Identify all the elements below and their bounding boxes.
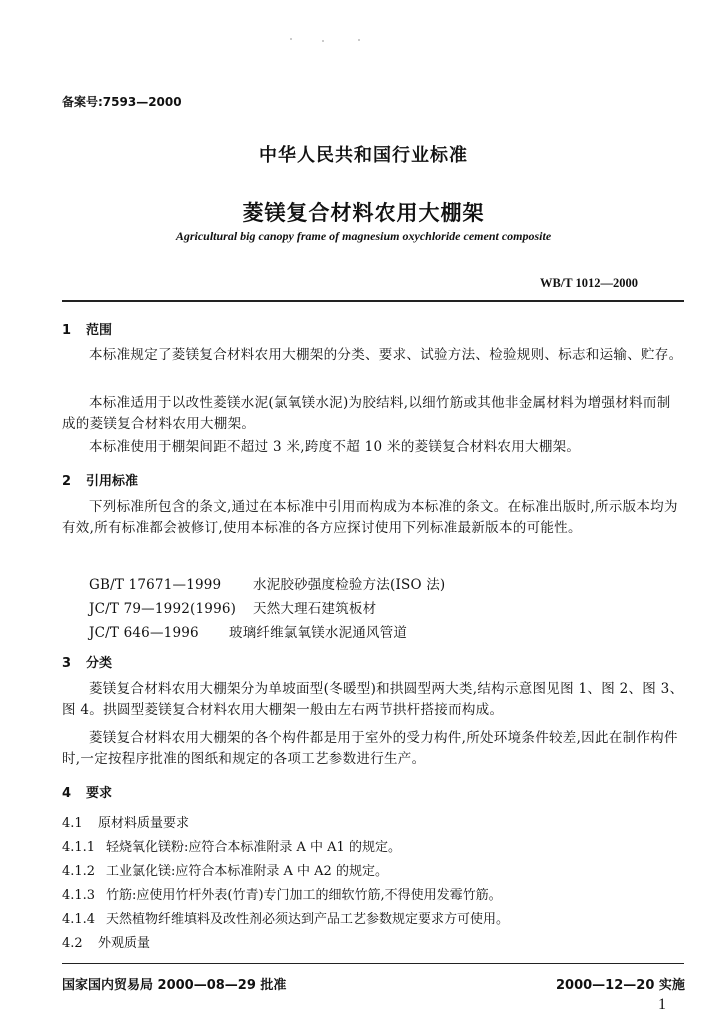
standard-code: WB/T 1012—2000	[540, 276, 639, 290]
reference-name: 水泥胶砂强度检验方法(ISO 法)	[253, 577, 446, 593]
section-1-paragraph-1: 本标准规定了菱镁复合材料农用大棚架的分类、要求、试验方法、检验规则、标志和运输、贮存。	[89, 347, 683, 363]
clause-4-1-2	[62, 860, 388, 879]
clause-text: 原材料质量要求	[98, 816, 190, 831]
clause-text: 竹筋:应使用竹杆外表(竹青)专门加工的细软竹筋,不得使用发霉竹筋。	[106, 888, 502, 903]
section-number: 2	[62, 474, 72, 489]
header-rule	[62, 300, 684, 302]
clause-4-1-4	[62, 908, 509, 927]
record-number: 备案号:7593—2000	[62, 95, 182, 109]
clause-text: 轻烧氧化镁粉:应符合本标准附录 A 中 A1 的规定。	[106, 840, 401, 855]
section-3-paragraph-1: 菱镁复合材料农用大棚架分为单坡面型(冬暖型)和拱圆型两大类,结构示意图见图 1、图 2、图 3、图 4。拱圆型菱镁复合材料农用大棚架一般由左右两节拱杆搭接而构成。	[62, 681, 684, 718]
scan-speck	[322, 40, 324, 42]
section-number: 3	[62, 656, 72, 671]
section-1-heading	[62, 319, 112, 338]
clause-text: 工业氯化镁:应符合本标准附录 A 中 A2 的规定。	[106, 864, 388, 879]
reference-name: 天然大理石建筑板材	[253, 601, 377, 617]
reference-name: 玻璃纤维氯氧镁水泥通风管道	[229, 625, 408, 641]
page-number: 1	[658, 996, 666, 1013]
scan-speck	[290, 38, 292, 40]
reference-item	[89, 621, 407, 641]
scan-speck	[358, 39, 360, 41]
section-3-heading	[62, 652, 112, 671]
section-number: 4	[62, 786, 72, 801]
clause-4-2	[62, 932, 150, 951]
clause-number: 4.2	[62, 936, 83, 951]
clause-text: 天然植物纤维填料及改性剂必须达到产品工艺参数规定要求方可使用。	[106, 912, 510, 927]
clause-number: 4.1	[62, 816, 83, 831]
section-4-heading	[62, 782, 112, 801]
reference-code: JC/T 79—1992(1996)	[89, 601, 237, 617]
effective-date: 2000—12—20 实施	[556, 978, 685, 993]
section-title: 引用标准	[86, 474, 139, 489]
document-title-english: Agricultural big canopy frame of magnesium oxychloride cement composite	[175, 229, 552, 243]
section-title: 要求	[86, 786, 113, 801]
section-3-paragraph-2: 菱镁复合材料农用大棚架的各个构件都是用于室外的受力构件,所处环境条件较差,因此在制作构件时,一定按程序批准的图纸和规定的各项工艺参数进行生产。	[62, 730, 678, 767]
section-number: 1	[62, 323, 72, 338]
clause-number: 4.1.4	[62, 912, 96, 927]
section-title: 分类	[86, 656, 113, 671]
footer-rule	[62, 963, 684, 964]
clause-4-1-1	[62, 836, 401, 855]
clause-number: 4.1.2	[62, 864, 96, 879]
section-title: 范围	[86, 323, 113, 338]
clause-number: 4.1.1	[62, 840, 96, 855]
clause-4-1-3	[62, 884, 502, 903]
reference-code: JC/T 646—1996	[89, 625, 199, 641]
clause-4-1	[62, 812, 189, 831]
standard-category: 中华人民共和国行业标准	[259, 145, 468, 166]
section-2-heading	[62, 470, 138, 489]
section-1-paragraph-2: 本标准适用于以改性菱镁水泥(氯氧镁水泥)为胶结料,以细竹筋或其他非金属材料为增强材料而制成的菱镁复合材料农用大棚架。	[62, 395, 671, 432]
approval-info: 国家国内贸易局 2000—08—29 批准	[62, 978, 287, 993]
document-title: 菱镁复合材料农用大棚架	[242, 201, 485, 225]
reference-item	[89, 573, 445, 593]
clause-text: 外观质量	[98, 936, 151, 951]
reference-code: GB/T 17671—1999	[89, 577, 222, 593]
clause-number: 4.1.3	[62, 888, 96, 903]
section-2-paragraph: 下列标准所包含的条文,通过在本标准中引用而构成为本标准的条文。在标准出版时,所示版本均为有效,所有标准都会被修订,使用本标准的各方应探讨使用下列标准最新版本的可能性。	[62, 499, 678, 536]
reference-item	[89, 597, 376, 617]
section-1-paragraph-3: 本标准使用于棚架间距不超过 3 米,跨度不超 10 米的菱镁复合材料农用大棚架。	[89, 439, 581, 455]
